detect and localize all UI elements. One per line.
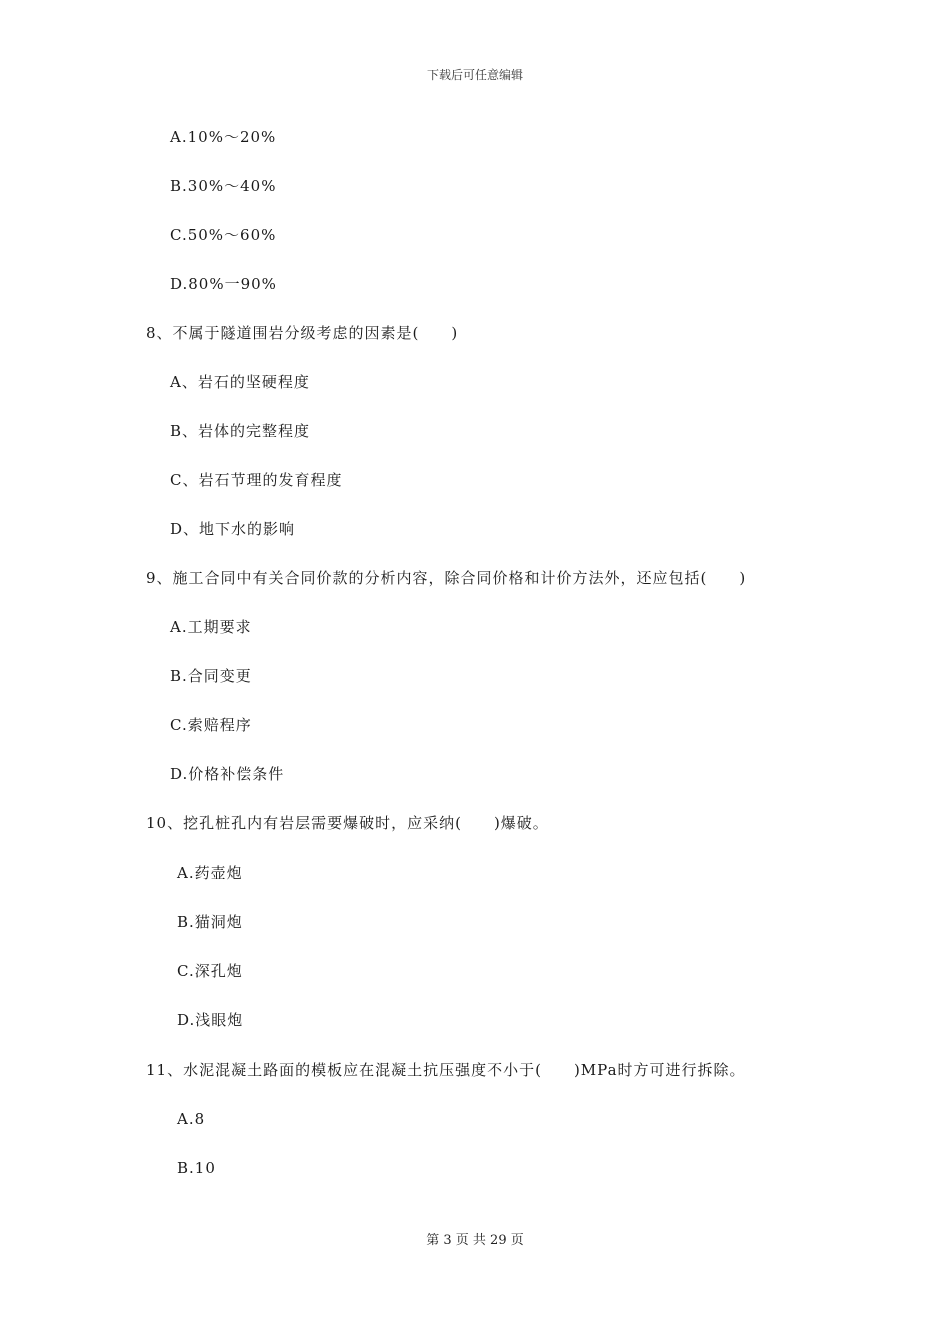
q7-option-d: D.80%一90% (170, 275, 277, 293)
q10-option-d: D.浅眼炮 (177, 1011, 244, 1029)
q11-option-b: B.10 (177, 1159, 216, 1177)
q7-option-b: B.30%～40% (170, 177, 277, 195)
q11-question: 11、水泥混凝土路面的模板应在混凝土抗压强度不小于( )MPa时方可进行拆除。 (146, 1061, 746, 1079)
q9-option-a: A.工期要求 (170, 618, 252, 636)
q9-option-d: D.价格补偿条件 (170, 765, 285, 783)
q9-option-c: C.索赔程序 (170, 716, 252, 734)
q8-option-b: B、岩体的完整程度 (170, 422, 311, 440)
page-footer: 第 3 页 共 29 页 (426, 1233, 524, 1248)
q7-option-a: A.10%～20% (170, 128, 277, 146)
q9-question: 9、施工合同中有关合同价款的分析内容，除合同价格和计价方法外，还应包括( ) (146, 569, 747, 587)
q10-option-a: A.药壶炮 (177, 864, 243, 882)
q8-question: 8、不属于隧道围岩分级考虑的因素是( ) (146, 324, 459, 342)
q8-option-c: C、岩石节理的发育程度 (170, 471, 343, 489)
q8-option-d: D、地下水的影响 (170, 520, 296, 538)
q10-option-b: B.猫洞炮 (177, 913, 243, 931)
q8-option-a: A、岩石的坚硬程度 (170, 373, 310, 391)
q11-option-a: A.8 (177, 1110, 206, 1128)
q7-option-c: C.50%～60% (170, 226, 277, 244)
q9-option-b: B.合同变更 (170, 667, 252, 685)
page-header: 下载后可任意编辑 (426, 68, 523, 82)
q10-question: 10、挖孔桩孔内有岩层需要爆破时，应采纳( )爆破。 (146, 814, 549, 832)
q10-option-c: C.深孔炮 (177, 962, 243, 980)
